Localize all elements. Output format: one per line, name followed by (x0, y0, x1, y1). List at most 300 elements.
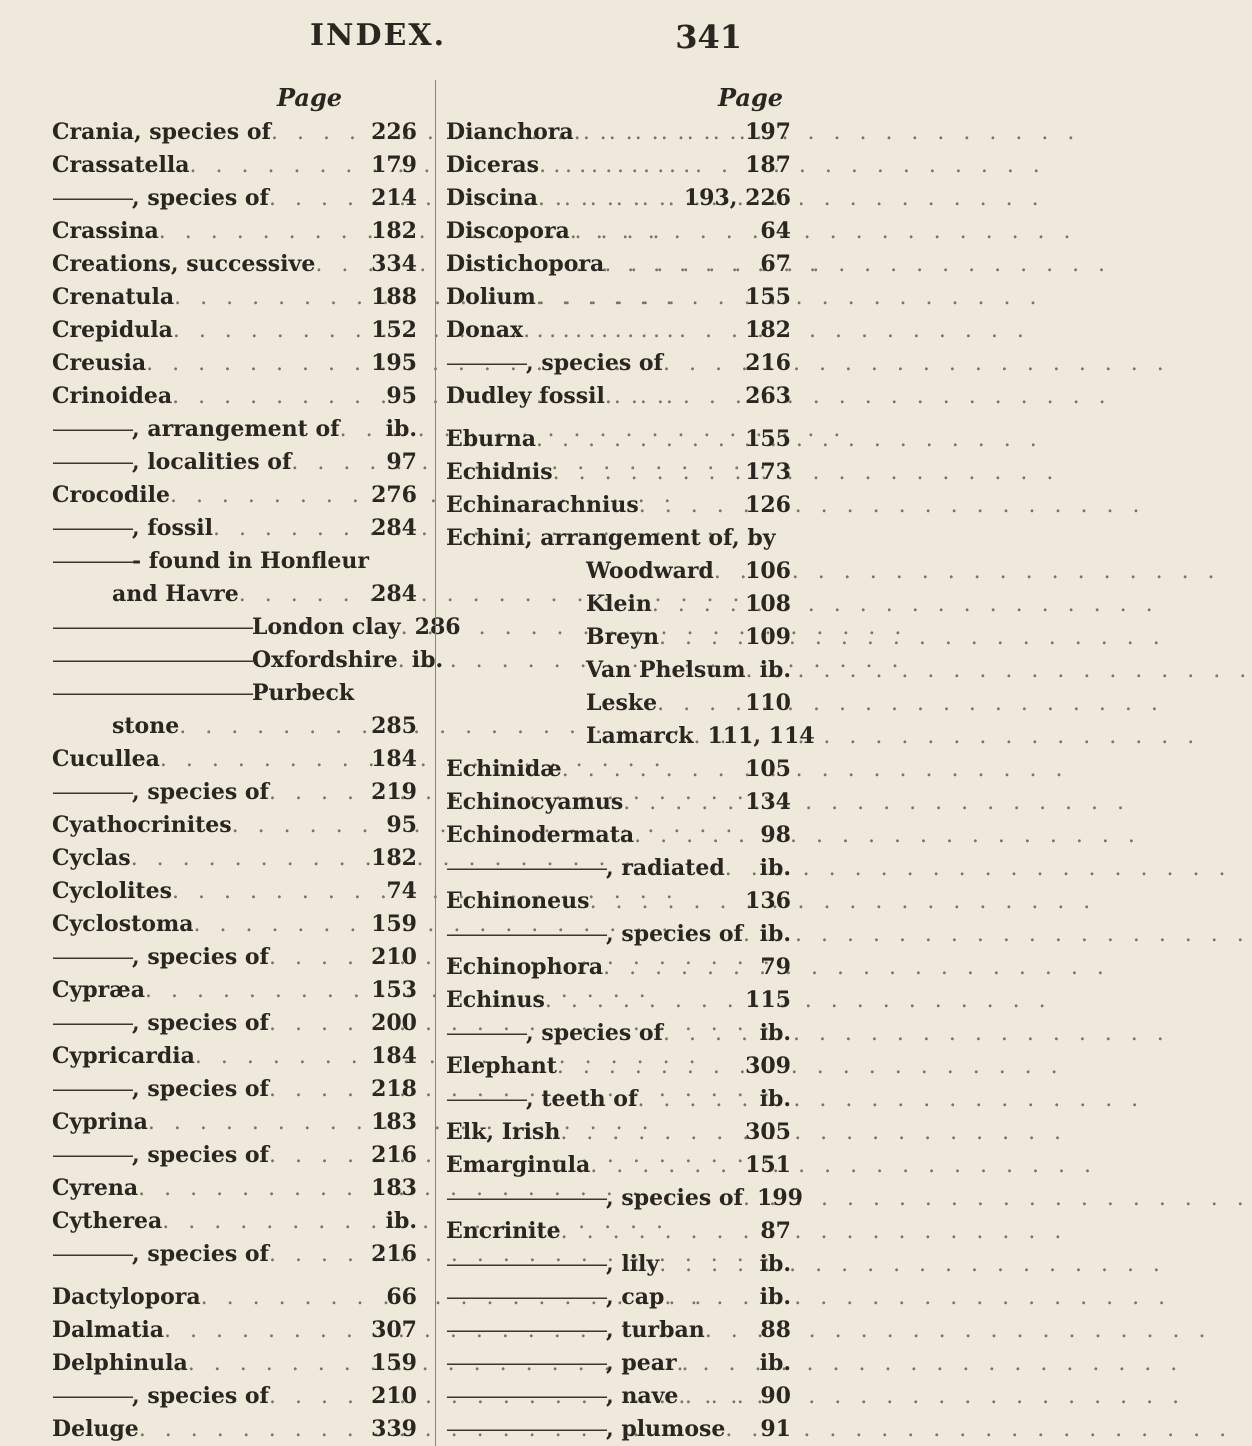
entry-page-ref: ib. (759, 1284, 791, 1310)
entry-page-ref: 115 (745, 987, 791, 1013)
index-entry (52, 314, 417, 347)
entry-page-ref: 184 (371, 746, 417, 772)
entry-term (52, 1205, 162, 1238)
dot-leader (725, 852, 756, 885)
column-page-label: Page (717, 83, 783, 112)
entry-page-ref: ib. (759, 657, 791, 683)
entry-text: Woodward (586, 558, 714, 584)
entry-term (52, 1040, 195, 1073)
entry-term (52, 842, 131, 875)
index-entry (52, 1347, 417, 1380)
entry-term (52, 1380, 269, 1413)
ditto-dash: ———— (52, 945, 132, 970)
dot-leader (539, 149, 741, 182)
index-entry (446, 786, 791, 819)
dot-leader (172, 380, 382, 413)
index-entry (52, 578, 417, 611)
entry-text: , pear (606, 1350, 677, 1376)
index-entry (52, 545, 417, 578)
entry-term (52, 776, 269, 809)
index-entry (52, 776, 417, 809)
entry-text: , species of (132, 1383, 270, 1409)
dot-leader (170, 479, 367, 512)
entry-page-ref: 155 (745, 426, 791, 452)
index-entry (52, 116, 417, 149)
entry-text: Echini, arrangement of, by (446, 525, 776, 551)
entry-text: Cypræa (52, 977, 145, 1003)
dot-leader (664, 1281, 755, 1314)
index-entry (52, 215, 417, 248)
index-entry (52, 710, 417, 743)
dot-leader (623, 786, 741, 819)
ditto-dash: ———— (52, 780, 132, 805)
entry-text: , fossil (132, 515, 213, 541)
entry-page-ref: 108 (745, 591, 791, 617)
entry-text: Cyclostoma (52, 911, 194, 937)
entry-term (446, 588, 652, 621)
entry-text: Elephant (446, 1053, 557, 1079)
index-entry (446, 621, 791, 654)
index-entry (52, 908, 417, 941)
entry-term (52, 248, 315, 281)
entry-term (52, 809, 232, 842)
entry-text: Cyprina (52, 1109, 148, 1135)
index-entry (52, 1106, 417, 1139)
entry-page-ref: ib. (759, 1086, 791, 1112)
ditto-dash: ———— (52, 1384, 132, 1409)
entry-page-ref: 126 (745, 492, 791, 518)
entry-text: Echinidæ (446, 756, 562, 782)
index-entry (446, 687, 791, 720)
entry-page-ref: 286 (414, 614, 461, 640)
entry-term (52, 1314, 164, 1347)
entry-term (52, 974, 145, 1007)
index-entry (446, 380, 791, 413)
entry-text: Lamarck (586, 723, 694, 749)
entry-term (446, 1083, 637, 1116)
ditto-dash: ———————— (446, 856, 606, 881)
entry-term (52, 710, 179, 743)
dot-leader (746, 654, 756, 687)
ditto-dash: —————————— (52, 615, 252, 640)
dot-leader (269, 1007, 367, 1040)
index-entry (446, 819, 791, 852)
entry-text: stone (112, 713, 180, 739)
entry-term (446, 819, 634, 852)
entry-page-ref: 87 (760, 1218, 791, 1244)
entry-text: Crania, species of (52, 119, 271, 145)
index-entry (446, 1182, 803, 1215)
index-entry (446, 984, 791, 1017)
entry-term (52, 743, 160, 776)
entry-page-ref: 216 (371, 1142, 417, 1168)
entry-text: Creusia (52, 350, 147, 376)
dot-leader (269, 1238, 367, 1271)
entry-text: Crinoidea (52, 383, 173, 409)
entry-text: Dianchora (446, 119, 574, 145)
entry-text: Klein (586, 591, 652, 617)
dot-leader (657, 687, 741, 720)
entry-term (446, 215, 570, 248)
entry-text: , species of (132, 779, 270, 805)
entry-text: Discopora (446, 218, 570, 244)
entry-term (446, 1149, 590, 1182)
entry-term (446, 248, 604, 281)
dot-leader (232, 809, 383, 842)
entry-page-ref: 188 (371, 284, 417, 310)
ditto-dash: ———— (52, 549, 132, 574)
index-entry (446, 1050, 791, 1083)
index-entry (446, 1248, 791, 1281)
entry-term (52, 1139, 269, 1172)
entry-text: Creations, successive (52, 251, 316, 277)
entry-page-ref: 219 (371, 779, 417, 805)
index-entry (52, 281, 417, 314)
entry-page-ref: 276 (371, 482, 417, 508)
dot-leader (269, 1139, 367, 1172)
entry-term (52, 479, 170, 512)
entry-text: Encrinite (446, 1218, 561, 1244)
entry-term (52, 677, 354, 710)
entry-text: Cyclas (52, 845, 131, 871)
entry-page-ref: 110 (745, 690, 791, 716)
entry-term (446, 314, 523, 347)
entry-term (446, 380, 605, 413)
index-entry (446, 885, 791, 918)
dot-leader (523, 314, 741, 347)
index-entry (446, 1149, 791, 1182)
entry-term (446, 753, 562, 786)
index-entry (52, 1073, 417, 1106)
entry-page-ref: 214 (371, 185, 417, 211)
index-entry (446, 423, 791, 456)
index-entry (446, 281, 791, 314)
entry-page-ref: 159 (371, 1350, 417, 1376)
entry-term (52, 512, 213, 545)
index-entry (446, 314, 791, 347)
ditto-dash: —————————— (52, 681, 252, 706)
dot-leader (603, 951, 756, 984)
dot-leader (536, 423, 741, 456)
index-entry (52, 1380, 417, 1413)
index-entry (446, 555, 791, 588)
dot-leader (561, 1215, 757, 1248)
entry-term (446, 1347, 677, 1380)
dot-leader (590, 1149, 741, 1182)
entry-term (446, 423, 536, 456)
dot-leader (639, 489, 741, 522)
ditto-dash: ———————— (446, 1417, 606, 1442)
index-entry (52, 1007, 417, 1040)
page-title: INDEX. (310, 18, 447, 53)
dot-leader (213, 512, 367, 545)
entry-text: Cyrena (52, 1175, 139, 1201)
entry-text: Breyn (586, 624, 659, 650)
entry-page-ref: 66 (386, 1284, 417, 1310)
page-number: 341 (675, 18, 742, 56)
entry-term (446, 654, 746, 687)
dot-leader (570, 215, 757, 248)
entry-page-ref: ib. (385, 416, 417, 442)
entry-page-ref: 155 (745, 284, 791, 310)
dot-leader (705, 1314, 757, 1347)
entry-text: Dudley fossil (446, 383, 605, 409)
entry-text: - found in Honfleur (132, 548, 370, 574)
index-entry (52, 446, 417, 479)
index-entry (446, 1215, 791, 1248)
dot-leader (160, 743, 367, 776)
index-column-right (435, 80, 815, 1446)
entry-text: Crassatella (52, 152, 190, 178)
index-entry (52, 479, 417, 512)
entry-text: Dactylopora (52, 1284, 201, 1310)
entry-text: , species of (132, 1241, 270, 1267)
entry-term (52, 1106, 148, 1139)
dot-leader (401, 611, 411, 644)
dot-leader (659, 1248, 755, 1281)
entry-page-ref: 106 (745, 558, 791, 584)
entry-page-ref: 153 (371, 977, 417, 1003)
entry-text: Leske (586, 690, 658, 716)
entry-text: Diceras (446, 152, 540, 178)
entry-term (52, 578, 239, 611)
entry-text: Echinophora (446, 954, 604, 980)
dot-leader (340, 413, 382, 446)
entry-term (446, 1314, 705, 1347)
entry-text: , species of (132, 1010, 270, 1036)
entry-text: Dalmatia (52, 1317, 164, 1343)
dot-leader (173, 314, 367, 347)
dot-leader (725, 1413, 756, 1446)
dot-leader (269, 182, 367, 215)
entry-text: Emarginula (446, 1152, 591, 1178)
entry-term (446, 720, 694, 753)
entry-page-ref: 284 (371, 515, 417, 541)
entry-page-ref: 284 (371, 581, 417, 607)
entry-text: , plumose (606, 1416, 726, 1442)
entry-page-ref: 309 (745, 1053, 791, 1079)
entry-term (446, 1050, 557, 1083)
dot-leader (743, 1182, 753, 1215)
entry-page-ref: 216 (745, 350, 791, 376)
entry-page-ref: 64 (760, 218, 791, 244)
dot-leader (162, 1205, 381, 1238)
entry-page-ref: 200 (371, 1010, 417, 1036)
entry-term (446, 281, 536, 314)
ditto-dash: ———— (52, 186, 132, 211)
ditto-dash: ———— (446, 1087, 526, 1112)
entry-page-ref: 183 (371, 1109, 417, 1135)
entry-page-ref: 216 (371, 1241, 417, 1267)
dot-leader (201, 1281, 383, 1314)
dot-leader (659, 621, 741, 654)
entry-text: , species of (132, 185, 270, 211)
entry-term (446, 347, 663, 380)
entry-term (52, 446, 291, 479)
entry-term (52, 413, 340, 446)
entry-page-ref: 193, 226 (683, 185, 791, 211)
entry-term (52, 380, 172, 413)
ditto-dash: ———— (446, 1021, 526, 1046)
entry-term (52, 182, 269, 215)
index-entry (446, 116, 791, 149)
entry-text: Crepidula (52, 317, 173, 343)
entry-text: Cytherea (52, 1208, 163, 1234)
entry-page-ref: 263 (745, 383, 791, 409)
dot-leader (148, 1106, 367, 1139)
index-entry (52, 248, 417, 281)
entry-page-ref: 173 (745, 459, 791, 485)
entry-term (52, 644, 398, 677)
entry-page-ref: 182 (745, 317, 791, 343)
dot-leader (146, 347, 367, 380)
dot-leader (174, 281, 367, 314)
ditto-dash: ———————— (446, 1351, 606, 1376)
entry-term (446, 852, 725, 885)
dot-leader (634, 819, 756, 852)
entry-page-ref: 307 (371, 1317, 417, 1343)
dot-leader (590, 885, 742, 918)
entry-page-ref: ib. (411, 647, 444, 673)
entry-term (446, 951, 603, 984)
index-entry (446, 918, 791, 951)
entry-page-ref: ib. (385, 1208, 417, 1234)
dot-leader (172, 875, 382, 908)
entry-page-ref: 210 (371, 944, 417, 970)
index-entry (52, 149, 417, 182)
dot-leader (190, 149, 368, 182)
entry-text: Echinodermata (446, 822, 635, 848)
index-entry (52, 842, 417, 875)
dot-leader (179, 710, 367, 743)
index-entry (52, 1139, 417, 1172)
index-entry (446, 1347, 791, 1380)
index-entry (446, 1314, 791, 1347)
entry-term (52, 314, 173, 347)
entry-term (52, 1073, 269, 1106)
index-entry (446, 1083, 791, 1116)
index-entries-right (446, 116, 815, 1446)
dot-leader (195, 1040, 367, 1073)
dot-leader (663, 1017, 756, 1050)
entry-text: Crocodile (52, 482, 170, 508)
dot-leader (269, 941, 367, 974)
index-entry (52, 743, 417, 776)
dot-leader (291, 446, 382, 479)
index-entry (52, 1040, 417, 1073)
dot-leader (694, 720, 704, 753)
entry-term (52, 1347, 188, 1380)
entry-page-ref: ib. (759, 1350, 791, 1376)
entry-text: Cucullea (52, 746, 160, 772)
entry-text: Echinus (446, 987, 545, 1013)
index-entry (446, 149, 791, 182)
dot-leader (652, 588, 741, 621)
entry-page-ref: 90 (760, 1383, 791, 1409)
entry-term (52, 149, 190, 182)
index-entry (446, 720, 815, 753)
entry-page-ref: 136 (745, 888, 791, 914)
entry-page-ref: 199 (757, 1185, 803, 1211)
ditto-dash: ———— (52, 1143, 132, 1168)
index-entry (446, 1017, 791, 1050)
ditto-dash: ———————— (446, 1186, 606, 1211)
dot-leader (269, 1380, 367, 1413)
dot-leader (139, 1413, 367, 1446)
entry-term (446, 182, 538, 215)
entry-text: Crassina (52, 218, 159, 244)
entry-page-ref: 95 (386, 812, 417, 838)
entry-text: , species of (132, 944, 270, 970)
entry-term (446, 1281, 664, 1314)
entry-text: , species of (132, 1142, 270, 1168)
entry-page-ref: 305 (745, 1119, 791, 1145)
dot-leader (269, 1073, 367, 1106)
index-entry (446, 347, 791, 380)
entry-page-ref: 105 (745, 756, 791, 782)
entry-page-ref: 210 (371, 1383, 417, 1409)
entry-page-ref: ib. (759, 1020, 791, 1046)
entry-page-ref: 109 (745, 624, 791, 650)
entry-text: , arrangement of (132, 416, 340, 442)
entry-page-ref: 334 (371, 251, 417, 277)
dot-leader (188, 1347, 367, 1380)
entry-text: Distichopora (446, 251, 605, 277)
dot-leader (538, 182, 680, 215)
index-entry (446, 1281, 791, 1314)
entry-term (446, 621, 659, 654)
entry-text: , localities of (132, 449, 292, 475)
dot-leader (145, 974, 367, 1007)
entry-page-ref: 97 (386, 449, 417, 475)
entry-page-ref: 95 (386, 383, 417, 409)
index-entry (52, 380, 417, 413)
index-entry (52, 1205, 417, 1238)
index-entry (52, 347, 417, 380)
index-entry (446, 1116, 791, 1149)
ditto-dash: ———————— (446, 1285, 606, 1310)
entry-text: Echinocyamus (446, 789, 624, 815)
index-entry (446, 456, 791, 489)
entry-term (446, 1182, 743, 1215)
entry-term (446, 555, 714, 588)
entry-term (446, 918, 743, 951)
entry-page-ref: 339 (371, 1416, 417, 1442)
entry-text: Purbeck (252, 680, 355, 706)
entry-term (52, 1172, 138, 1205)
entry-text: Eburna (446, 426, 536, 452)
dot-leader (545, 984, 741, 1017)
entry-text: London clay (252, 614, 401, 640)
entry-page-ref: 111, 114 (707, 723, 815, 749)
running-head (0, 18, 800, 58)
entry-text: Cyclolites (52, 878, 172, 904)
entry-page-ref: 88 (760, 1317, 791, 1343)
index-entry (52, 512, 417, 545)
entry-term (446, 1380, 678, 1413)
dot-leader (131, 842, 367, 875)
entry-text: , teeth of (526, 1086, 638, 1112)
ditto-dash: ———— (446, 351, 526, 376)
entry-term (446, 1116, 560, 1149)
entry-text: , radiated (606, 855, 725, 881)
entry-page-ref: 134 (745, 789, 791, 815)
entry-term (446, 456, 553, 489)
entry-text: , species of (132, 1076, 270, 1102)
entry-term (446, 149, 539, 182)
dot-leader (269, 776, 367, 809)
entry-term (52, 941, 269, 974)
